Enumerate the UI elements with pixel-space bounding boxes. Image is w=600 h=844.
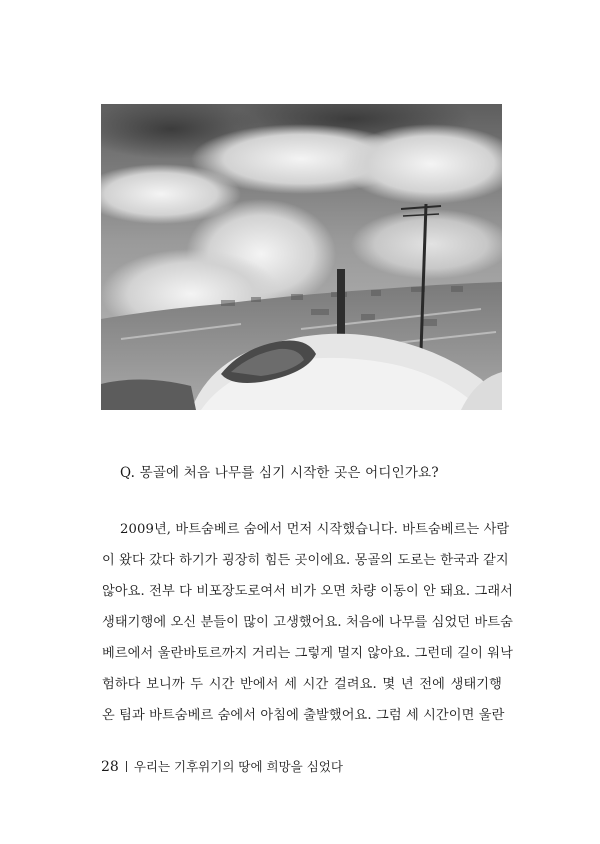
answer-line: 않아요. 전부 다 비포장도로여서 비가 오면 차량 이동이 안 돼요. 그래서: [102, 584, 513, 599]
page-footer: [101, 757, 343, 775]
answer-line: 베르에서 울란바토르까지 거리는 그렇게 멀지 않아요. 그런데 길이 워낙: [102, 646, 513, 661]
answer-line: 2009년, 바트숨베르 숨에서 먼저 시작했습니다. 바트숨베르는 사람: [120, 522, 510, 537]
page-number: 28: [101, 759, 119, 775]
answer-paragraph: [102, 514, 513, 731]
answer-line: 생태기행에 오신 분들이 많이 고생했어요. 처음에 나무를 심었던 바트숨: [102, 615, 513, 630]
answer-line: 험하다 보니까 두 시간 반에서 세 시간 걸려요. 몇 년 전에 생태기행: [102, 677, 502, 692]
answer-line: 이 왔다 갔다 하기가 굉장히 힘든 곳이에요. 몽골의 도로는 한국과 같지: [102, 553, 509, 568]
book-title: 우리는 기후위기의 땅에 희망을 심었다: [133, 759, 343, 774]
footer-divider: [126, 761, 127, 772]
answer-line: 온 팀과 바트숨베르 숨에서 아침에 출발했어요. 그럼 세 시간이면 울란: [102, 708, 505, 723]
mongolia-ger-landscape-photo: [101, 104, 502, 410]
question-heading: Q. 몽골에 처음 나무를 심기 시작한 곳은 어디인가요?: [120, 465, 439, 481]
